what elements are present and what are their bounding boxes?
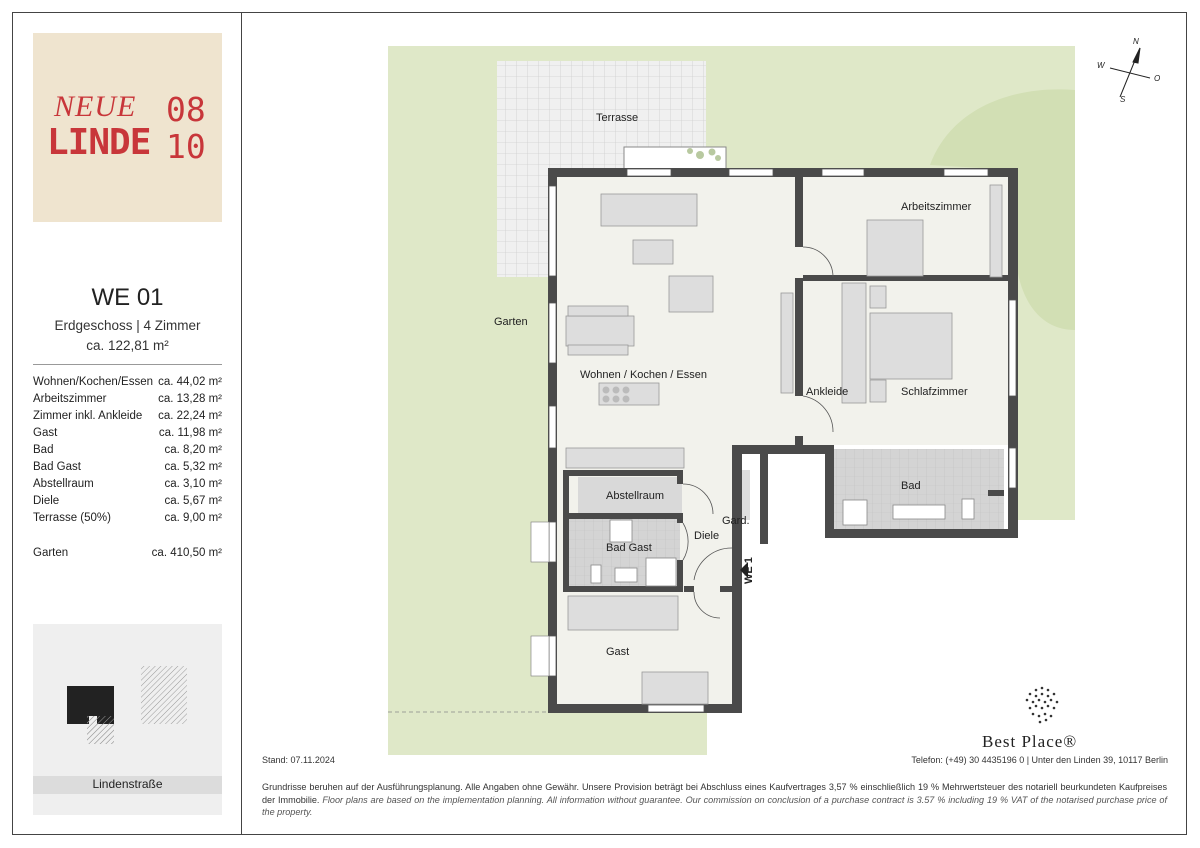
unit-subtitle: Erdgeschoss | 4 Zimmer bbox=[54, 318, 201, 333]
stand-date: Stand: 07.11.2024 bbox=[262, 755, 335, 765]
unit-total-area: ca. 122,81 m² bbox=[86, 338, 169, 353]
logo-word-linde: LINDE bbox=[47, 122, 151, 163]
area-name: Abstellraum bbox=[33, 478, 94, 490]
area-value: ca. 3,10 m² bbox=[164, 478, 222, 490]
area-name: Bad Gast bbox=[33, 461, 81, 473]
area-value: ca. 5,67 m² bbox=[164, 495, 222, 507]
compass-w: W bbox=[1097, 61, 1105, 70]
label-wohnen: Wohnen / Kochen / Essen bbox=[580, 369, 707, 381]
compass-o: O bbox=[1154, 74, 1161, 83]
compass-n: N bbox=[1133, 37, 1139, 46]
street-label: Lindenstraße bbox=[92, 777, 163, 791]
unit-title: WE 01 bbox=[91, 284, 164, 311]
label-diele: Diele bbox=[694, 530, 720, 542]
compass-icon bbox=[1110, 48, 1150, 97]
label-arbeitszimmer: Arbeitszimmer bbox=[901, 201, 972, 213]
area-name: Diele bbox=[33, 495, 60, 507]
label-garten: Garten bbox=[494, 316, 528, 328]
label-gast: Gast bbox=[606, 646, 630, 658]
label-schlafzimmer: Schlafzimmer bbox=[901, 386, 968, 398]
label-abstellraum: Abstellraum bbox=[606, 490, 665, 502]
label-terrasse: Terrasse bbox=[596, 112, 639, 124]
label-bad: Bad bbox=[901, 480, 921, 492]
area-name: Zimmer inkl. Ankleide bbox=[33, 410, 143, 422]
brand-logo-icon bbox=[1026, 687, 1059, 724]
brand-name: Best Place® bbox=[982, 732, 1078, 751]
area-name: Terrasse (50%) bbox=[33, 512, 111, 524]
area-value: ca. 5,32 m² bbox=[164, 461, 222, 473]
area-value: ca. 410,50 m² bbox=[151, 547, 222, 559]
disclaimer bbox=[262, 781, 1167, 819]
area-value: ca. 8,20 m² bbox=[164, 444, 222, 456]
area-value: ca. 11,98 m² bbox=[158, 427, 222, 439]
label-entrance: WE 1 bbox=[743, 557, 755, 584]
area-name: Arbeitszimmer bbox=[33, 393, 107, 405]
logo-number-10: 10 bbox=[166, 127, 206, 166]
area-value: ca. 44,02 m² bbox=[158, 376, 222, 388]
disclaimer-en: Floor plans are based on the implementation planning. All information without guarantee. Our commission on conclusion of a purchase contract is 3.57 % including 19 % VAT of the notarised purchase price of the property. bbox=[262, 794, 1168, 817]
area-name: Wohnen/Kochen/Essen bbox=[33, 376, 153, 388]
label-ankleide: Ankleide bbox=[806, 386, 849, 398]
logo-number-08: 08 bbox=[166, 90, 206, 129]
disclaimer-de: Grundrisse beruhen auf der Ausführungsplanung. Alle Angaben ohne Gewähr. Unsere Provision beträgt bei Abschluss eines Kaufvertrages 3,57 % einschließlich 19 % Mehrwertsteuer des notariell beurkundeten Kaufpreises der Immobilie. bbox=[262, 782, 1167, 805]
area-name: Gast bbox=[33, 427, 58, 439]
area-value: ca. 13,28 m² bbox=[158, 393, 222, 405]
label-bad-gast: Bad Gast bbox=[606, 542, 652, 554]
area-value: ca. 22,24 m² bbox=[158, 410, 222, 422]
area-value: ca. 9,00 m² bbox=[164, 512, 222, 524]
compass-s: S bbox=[1120, 95, 1126, 104]
label-gard: Gard. bbox=[722, 515, 750, 527]
logo-word-neue: NEUE bbox=[54, 90, 137, 123]
area-name: Bad bbox=[33, 444, 54, 456]
area-name: Garten bbox=[33, 547, 69, 559]
contact-info: Telefon: (+49) 30 4435196 0 | Unter den Linden 39, 10117 Berlin bbox=[911, 755, 1168, 765]
